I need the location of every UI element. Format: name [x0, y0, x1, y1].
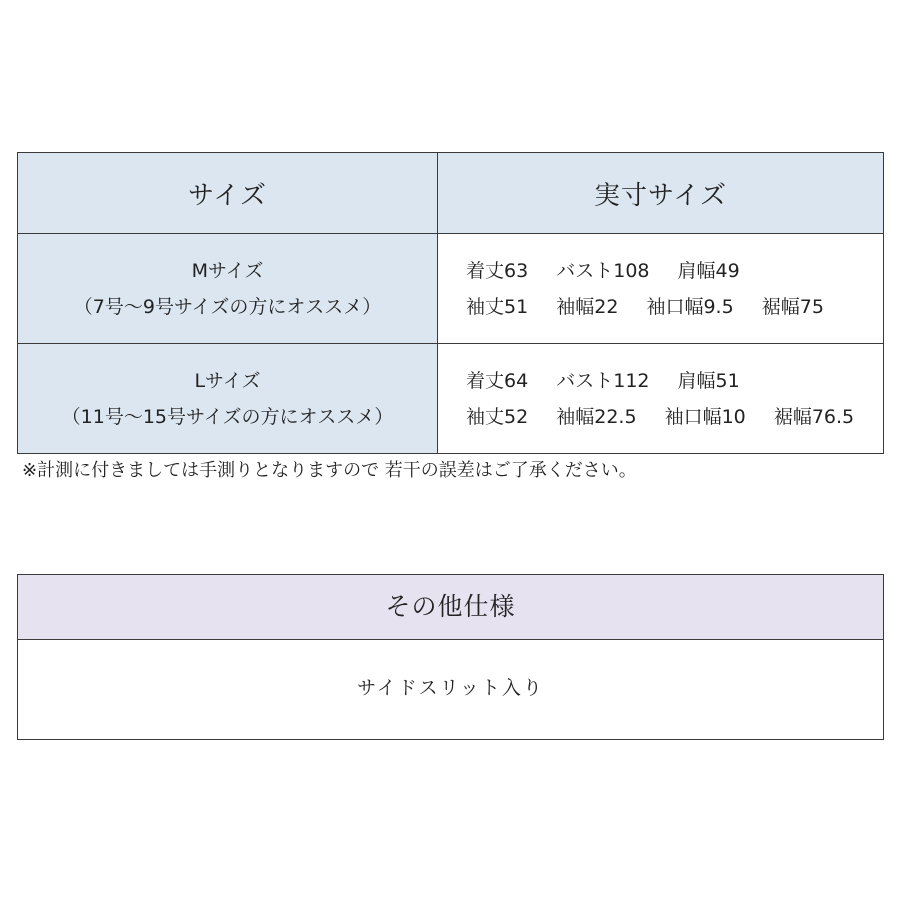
size-table-header [18, 153, 884, 234]
other-spec-content: サイドスリット入り [357, 677, 544, 699]
size-recommendation: （11号〜15号サイズの方にオススメ） [61, 405, 394, 428]
header-size: サイズ [18, 153, 438, 234]
size-recommendation: （7号〜9号サイズの方にオススメ） [73, 295, 382, 318]
shoulder-value: 肩幅51 [677, 369, 740, 392]
measurement-line [466, 399, 883, 435]
sleeve-width-value: 袖幅22.5 [556, 405, 637, 428]
measurements-cell [438, 234, 884, 344]
size-row-l [18, 344, 884, 454]
sleeve-length-value: 袖丈52 [466, 405, 529, 428]
size-label-cell [18, 344, 438, 454]
header-actual-size: 実寸サイズ [438, 153, 884, 234]
length-value: 着丈64 [466, 369, 529, 392]
size-table [17, 152, 884, 454]
cuff-width-value: 袖口幅9.5 [646, 295, 734, 318]
measurements-cell [438, 344, 884, 454]
other-spec-title: その他仕様 [18, 575, 883, 640]
size-label-cell [18, 234, 438, 344]
hem-width-value: 裾幅76.5 [773, 405, 855, 428]
size-name: Lサイズ [194, 369, 261, 392]
bust-value: バスト112 [556, 369, 650, 392]
other-spec-box [17, 574, 884, 740]
sleeve-width-value: 袖幅22 [556, 295, 619, 318]
cuff-width-value: 袖口幅10 [664, 405, 746, 428]
measurement-line [466, 363, 883, 399]
measurement-line [466, 253, 883, 289]
sleeve-length-value: 袖丈51 [466, 295, 529, 318]
hem-width-value: 裾幅75 [761, 295, 824, 318]
bust-value: バスト108 [556, 259, 650, 282]
size-name: Mサイズ [191, 259, 264, 282]
size-row-m [18, 234, 884, 344]
measurement-disclaimer: ※計測に付きましては手測りとなりますので 若干の誤差はご了承ください。 [22, 460, 637, 481]
shoulder-value: 肩幅49 [677, 259, 740, 282]
length-value: 着丈63 [466, 259, 529, 282]
measurement-line [466, 289, 883, 325]
